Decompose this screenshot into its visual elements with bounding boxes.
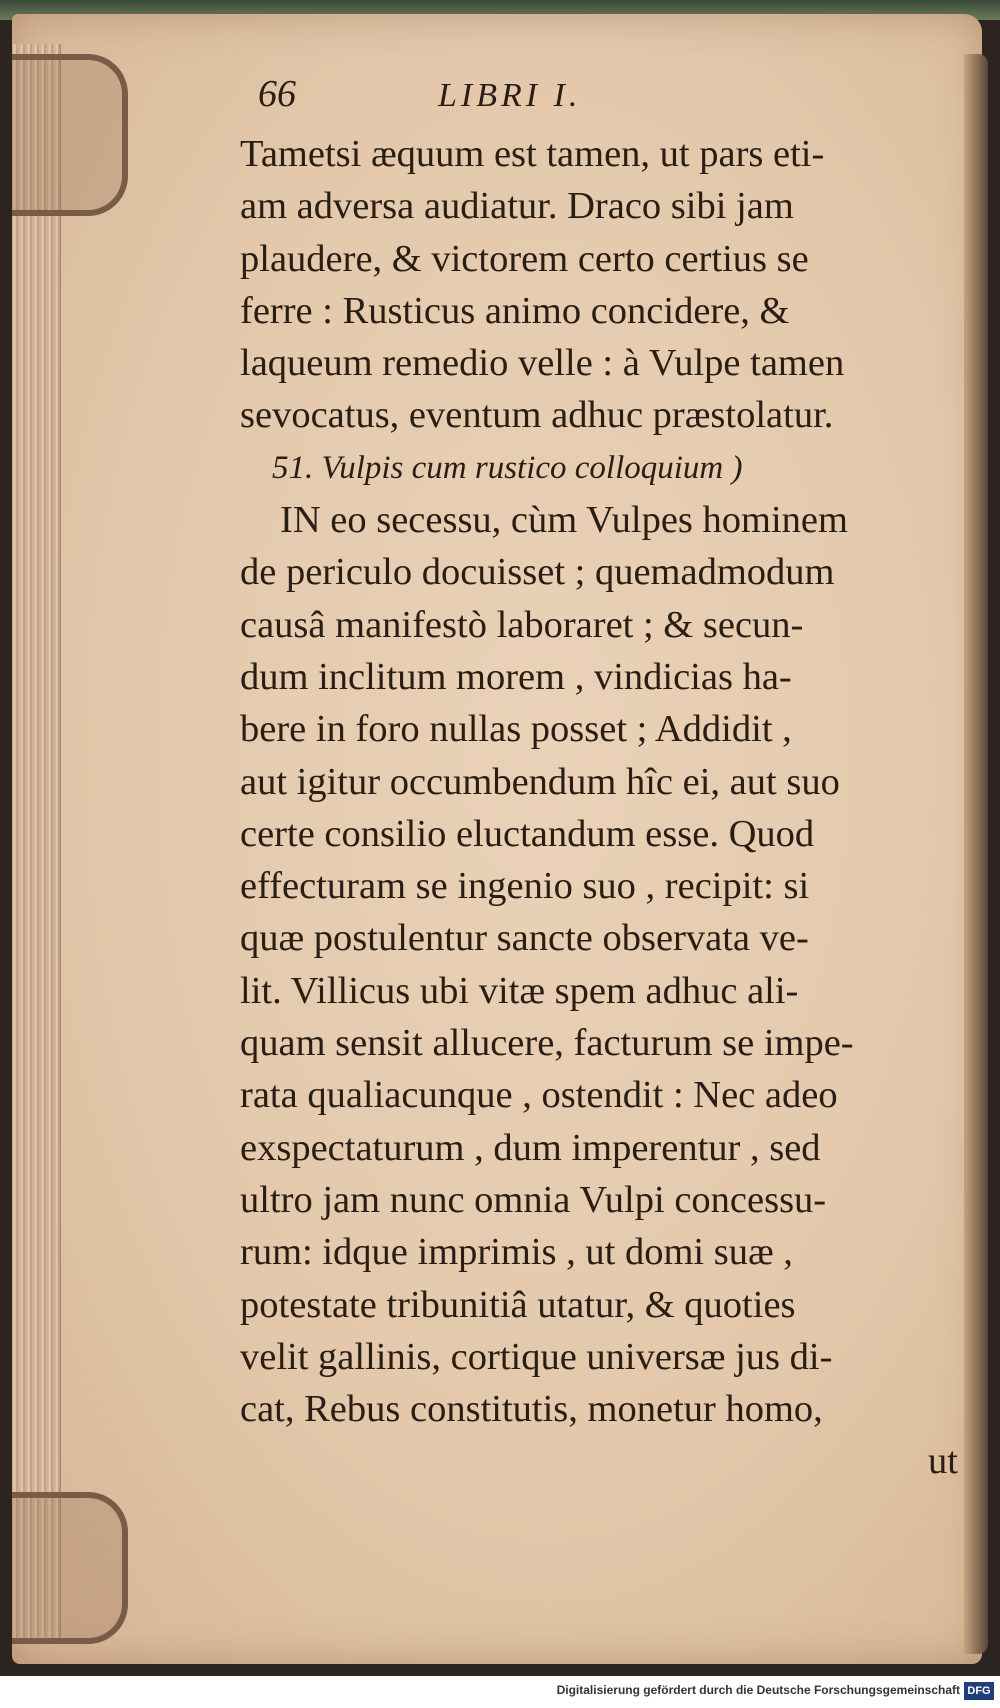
text-line: aut igitur occumbendum hîc ei, aut suo [240, 760, 840, 803]
text-line: quæ postulentur sancte observata ve- [240, 917, 809, 960]
text-line: causâ manifestò laboraret ; & secun- [240, 603, 804, 646]
text-line: Tametsi æquum est tamen, ut pars eti- [240, 133, 825, 175]
text-line: certe consilio eluctandum esse. Quod [240, 812, 815, 855]
text-line: ferre : Rusticus animo concidere, & [240, 289, 790, 332]
dfg-logo: DFG [964, 1682, 994, 1700]
text-line: velit gallinis, cortique universæ jus di- [240, 1335, 833, 1378]
text-line: laqueum remedio velle : à Vulpe tamen [240, 342, 845, 385]
text-line: plaudere, & victorem certo certius se [240, 237, 809, 280]
top-clasp [12, 54, 128, 216]
text-line: effecturam se ingenio suo , recipit: si [240, 865, 810, 908]
text-line: dum inclitum morem , vindicias ha- [240, 655, 792, 698]
text-line: lit. Villicus ubi vitæ spem adhuc ali- [240, 969, 799, 1012]
page-number: 66 [258, 73, 296, 115]
text-line: bere in foro nullas posset ; Addidit , [240, 708, 792, 751]
text-line: rum: idque imprimis , ut domi suæ , [240, 1231, 793, 1274]
text-block [240, 128, 960, 1488]
text-line: IN eo secessu, cùm Vulpes hominem [280, 499, 848, 542]
text-line: am adversa audiatur. Draco sibi jam [240, 185, 794, 228]
footer-bar [0, 1676, 1000, 1708]
text-line: cat, Rebus constitutis, monetur homo, [240, 1388, 823, 1431]
text-line: de periculo docuisset ; quemadmodum [240, 551, 835, 594]
text-line: ultro jam nunc omnia Vulpi concessu- [240, 1178, 827, 1221]
funding-credit: Digitalisierung gefördert durch die Deutsche Forschungsgemeinschaft [556, 1683, 960, 1697]
text-line: rata qualiacunque , ostendit : Nec adeo [240, 1074, 838, 1117]
section-heading: 51. Vulpis cum rustico colloquium ) [272, 449, 743, 486]
page-header [258, 72, 728, 120]
text-line: sevocatus, eventum adhuc præstolatur. [240, 394, 834, 437]
page-edges [12, 44, 61, 1644]
catchword: ut [928, 1440, 958, 1483]
running-head: LIBRI I. [438, 77, 582, 114]
right-page-edge [964, 54, 988, 1654]
text-line: quam sensit allucere, facturum se impe- [240, 1022, 854, 1065]
bottom-clasp [12, 1492, 128, 1644]
text-line: exspectaturum , dum imperentur , sed [240, 1126, 821, 1169]
text-line: potestate tribunitiâ utatur, & quoties [240, 1283, 796, 1326]
